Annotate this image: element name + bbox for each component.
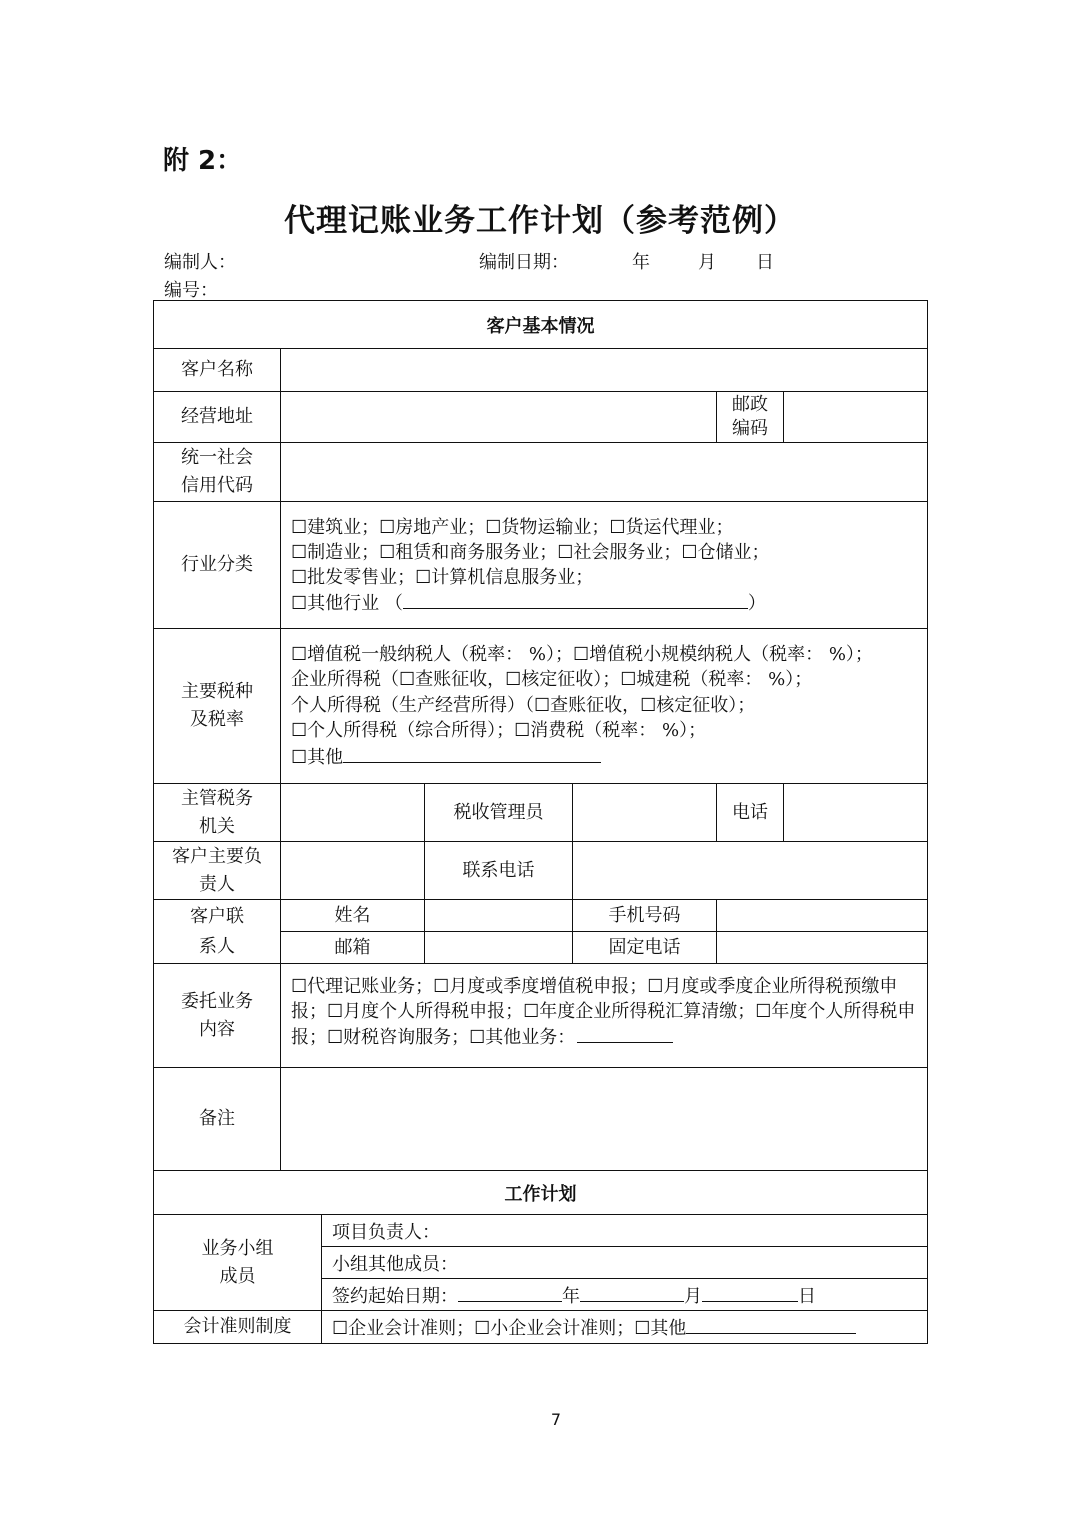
sign-year-blank[interactable] [458, 1283, 562, 1302]
date-label: 编制日期： [479, 252, 569, 273]
sign-date-label: 签约起始日期： [332, 1285, 458, 1307]
page-number: 7 [550, 1410, 562, 1429]
entrusted-other-blank[interactable] [577, 1024, 673, 1043]
credit-code-field[interactable] [281, 443, 928, 502]
tax-line[interactable]: ☐个人所得税（综合所得）；☐消费税（税率： %）； [291, 720, 707, 742]
credit-code-label [154, 443, 281, 502]
sign-day-unit: 日 [798, 1285, 816, 1307]
section-work-plan: 工作计划 [154, 1171, 928, 1215]
team-others-field[interactable] [322, 1247, 928, 1279]
landline-label: 固定电话 [573, 932, 717, 964]
sign-date-row [322, 1279, 928, 1311]
industry-other-close: ） [747, 592, 766, 614]
industry-label: 行业分类 [154, 502, 281, 629]
tax-other-blank[interactable] [343, 744, 601, 763]
date-year: 年 [632, 252, 650, 273]
industry-other-blank[interactable] [403, 590, 748, 609]
contact-phone-label: 联系电话 [425, 842, 573, 900]
email-field[interactable] [425, 932, 573, 964]
team-label [154, 1215, 322, 1311]
entrusted-options [281, 964, 928, 1068]
tax-office-label [154, 784, 281, 842]
remarks-field[interactable] [281, 1068, 928, 1171]
sign-day-blank[interactable] [702, 1283, 798, 1302]
phone-label: 电话 [717, 784, 784, 842]
postal-code-field[interactable] [784, 392, 928, 443]
sign-month-unit: 月 [684, 1285, 702, 1307]
accounting-label: 会计准则制度 [154, 1311, 322, 1344]
entrusted-label [154, 964, 281, 1068]
section-customer-info: 客户基本情况 [154, 301, 928, 349]
tax-office-text: 主管税务机关 [181, 787, 253, 837]
preparer-label: 编制人： [164, 252, 236, 273]
date-month: 月 [698, 252, 716, 273]
team-others-label: 小组其他成员： [332, 1253, 458, 1275]
number-label: 编号： [164, 280, 218, 301]
accounting-options[interactable] [322, 1311, 928, 1344]
postal-code-text: 邮政编码 [732, 394, 768, 439]
contact-phone-field[interactable] [573, 842, 928, 900]
customer-name-label: 客户名称 [154, 349, 281, 392]
industry-other-text: ☐其他行业 （ [291, 592, 403, 614]
tax-label-text: 主要税种及税率 [181, 681, 253, 730]
accounting-other-blank[interactable] [686, 1315, 856, 1334]
tax-line[interactable]: 个人所得税（生产经营所得）（☐查账征收，☐核定征收）； [291, 694, 756, 716]
contact-person-label [154, 900, 281, 964]
phone-field[interactable] [784, 784, 928, 842]
principal-label [154, 842, 281, 900]
principal-field[interactable] [281, 842, 425, 900]
tax-label [154, 629, 281, 784]
industry-line[interactable]: ☐批发零售业；☐计算机信息服务业； [291, 566, 594, 588]
email-label: 邮箱 [281, 932, 425, 964]
address-label: 经营地址 [154, 392, 281, 443]
remarks-label: 备注 [154, 1068, 281, 1171]
credit-code-text: 统一社会信用代码 [181, 447, 253, 496]
page-title: 代理记账业务工作计划（参考范例） [284, 203, 796, 239]
mobile-field[interactable] [717, 900, 928, 932]
sign-year-unit: 年 [562, 1285, 580, 1307]
entrusted-options-text[interactable]: ☐代理记账业务；☐月度或季度增值税申报；☐月度或季度企业所得税预缴申报；☐月度个人所得税申报；☐年度企业所得税汇算清缴；☐年度个人所得税申报；☐财税咨询服务；☐其他业务： [291, 975, 916, 1048]
industry-line[interactable]: ☐建筑业；☐房地产业；☐货物运输业；☐货运代理业； [291, 516, 734, 538]
postal-code-label [717, 392, 784, 443]
contact-name-field[interactable] [425, 900, 573, 932]
annex-label: 附 2： [163, 146, 243, 176]
customer-name-field[interactable] [281, 349, 928, 392]
team-label-text: 业务小组成员 [201, 1237, 274, 1287]
plan-form-table [153, 300, 928, 1344]
tax-office-field[interactable] [281, 784, 425, 842]
tax-line[interactable]: 企业所得税（☐查账征收，☐核定征收）；☐城建税（税率： %）； [291, 669, 813, 691]
landline-field[interactable] [717, 932, 928, 964]
contact-person-text: 客户联系人 [190, 905, 244, 957]
tax-line[interactable]: ☐增值税一般纳税人（税率： %）；☐增值税小规模纳税人（税率： %）； [291, 643, 873, 665]
industry-line[interactable]: ☐制造业；☐租赁和商务服务业；☐社会服务业；☐仓储业； [291, 541, 770, 563]
mobile-label: 手机号码 [573, 900, 717, 932]
accounting-options-text[interactable]: ☐企业会计准则；☐小企业会计准则；☐其他 [332, 1318, 687, 1339]
principal-text: 客户主要负责人 [172, 845, 262, 895]
tax-manager-field[interactable] [573, 784, 717, 842]
tax-options [281, 629, 928, 784]
address-field[interactable] [281, 392, 717, 443]
contact-name-label: 姓名 [281, 900, 425, 932]
date-day: 日 [756, 252, 774, 273]
industry-options [281, 502, 928, 629]
industry-other-line[interactable] [291, 590, 919, 616]
entrusted-text: 委托业务内容 [181, 990, 253, 1040]
tax-other-text: ☐其他 [291, 746, 344, 768]
team-leader-field[interactable] [322, 1215, 928, 1247]
team-leader-label: 项目负责人： [332, 1221, 440, 1243]
tax-manager-label: 税收管理员 [425, 784, 573, 842]
tax-other-line[interactable] [291, 744, 919, 771]
sign-month-blank[interactable] [580, 1283, 684, 1302]
